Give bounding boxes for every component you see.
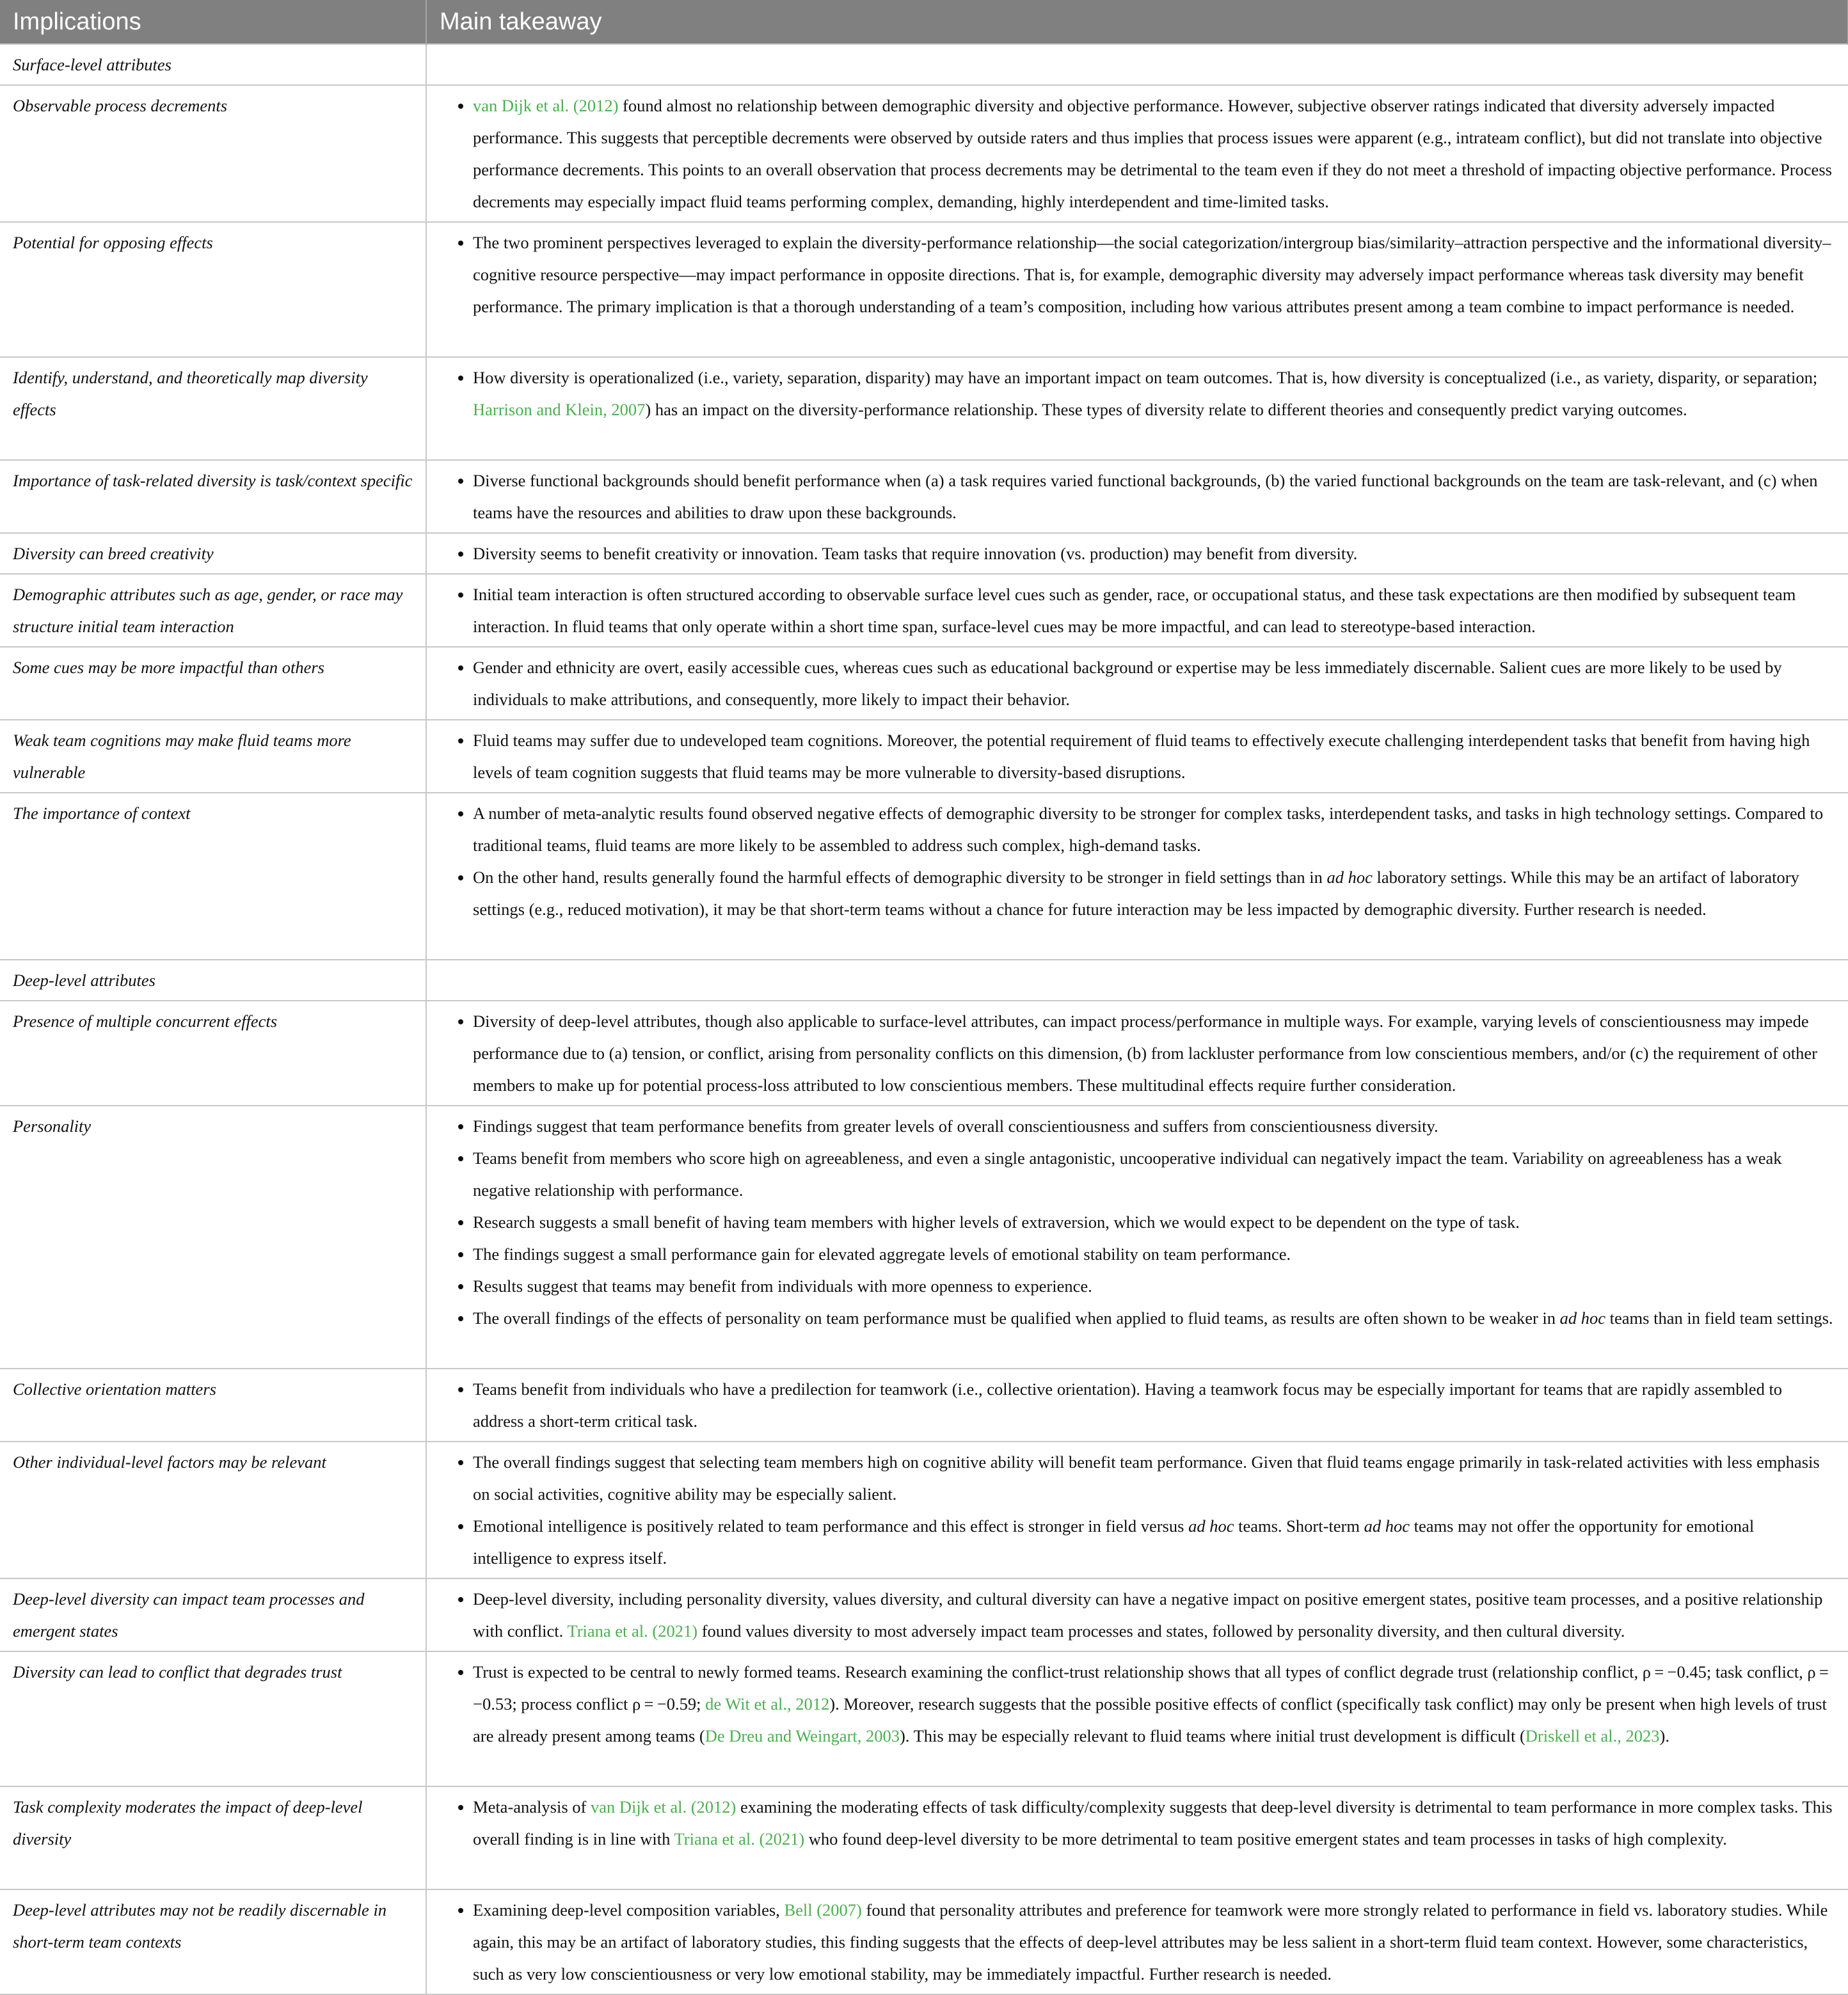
table-row [0, 1651, 1848, 1786]
section-row [0, 960, 1848, 1001]
takeaway-cell [426, 1786, 1848, 1889]
takeaway-bullet: • van Dijk et al. (2012) found almost no relationship between demographic diversity and objective performance. However, subjective observer ratings indicated that diversity adversely impacted performance. This suggests that perceptible decrements were observed by outside raters and thus implies that process issues were apparent (e.g., intrateam conflict), but did not translate into objective performance decrements. This points to an overall observation that process decrements may be detrimental to the team even if they do not meet a threshold of impacting objective performance. Process decrements may especially impact fluid teams performing complex, demanding, highly interdependent and time-limited tasks. [473, 90, 1835, 218]
implication-cell: Importance of task-related diversity is task/context specific [0, 460, 426, 533]
takeaway-bullet: • Initial team interaction is often structured according to observable surface level cues such as gender, race, or occupational status, and these task expectations are then modified by subsequent team interaction. In fluid teams that only operate within a short time span, surface-level cues may be more impactful, and can lead to stereotype-based interaction. [473, 578, 1835, 642]
takeaway-bullet: • Teams benefit from individuals who have a predilection for teamwork (i.e., collective orientation). Having a teamwork focus may be especially important for teams that are rapidly assembled to address a short-term critical task. [473, 1373, 1835, 1437]
table-row [0, 647, 1848, 720]
takeaway-bullet: • Diversity of deep-level attributes, though also applicable to surface-level attributes, can impact process/performance in multiple ways. For example, varying levels of conscientiousness may impede performance due to (a) tension, or conflict, arising from personality conflicts on this dimension, (b) from lackluster performance from low conscientious members, and/or (c) the requirement of other members to make up for potential process-loss attributed to low conscientious members. These multitudinal effects require further consideration. [473, 1005, 1835, 1101]
takeaway-bullet: • Teams benefit from members who score high on agreeableness, and even a single antagonistic, uncooperative individual can negatively impact the team. Variability on agreeableness has a weak negative relationship with performance. [473, 1142, 1835, 1206]
takeaway-bullet: • The findings suggest a small performance gain for elevated aggregate levels of emotional stability on team performance. [473, 1238, 1835, 1270]
table-row [0, 460, 1848, 533]
citation-link[interactable]: Harrison and Klein, 2007 [473, 400, 646, 419]
citation-link[interactable]: de Wit et al., 2012 [705, 1694, 830, 1713]
table-row [0, 1578, 1848, 1651]
table-row [0, 1442, 1848, 1578]
implication-cell: Diversity can breed creativity [0, 533, 426, 574]
citation-link[interactable]: Triana et al. (2021) [567, 1621, 698, 1641]
implication-cell: Identify, understand, and theoretically map diversity effects [0, 357, 426, 460]
column-header-main-takeaway: Main takeaway [426, 0, 1848, 44]
takeaway-cell [426, 1106, 1848, 1369]
table-header-row [0, 0, 1848, 44]
implication-cell: Task complexity moderates the impact of deep-level diversity [0, 1786, 426, 1889]
takeaway-cell [426, 1578, 1848, 1651]
table-row [0, 1369, 1848, 1442]
implication-cell: Observable process decrements [0, 85, 426, 222]
takeaway-bullet: • Diverse functional backgrounds should benefit performance when (a) a task requires varied functional backgrounds, (b) the varied functional backgrounds on the team are task-relevant, and (c) when teams have the resources and abilities to draw upon these backgrounds. [473, 465, 1835, 529]
takeaway-bullet: • The overall findings suggest that selecting team members high on cognitive ability will benefit team performance. Given that fluid teams engage primarily in task-related activities with less emphasis on social activities, cognitive ability may be especially salient. [473, 1446, 1835, 1510]
implication-cell: The importance of context [0, 793, 426, 960]
takeaway-bullet: • Meta-analysis of van Dijk et al. (2012) examining the moderating effects of task difficulty/complexity suggests that deep-level diversity is detrimental to team performance in more complex tasks. This overall finding is in line with Triana et al. (2021) who found deep-level diversity to be more detrimental to team positive emergent states and team processes in tasks of high complexity. [473, 1791, 1835, 1855]
takeaway-cell [426, 720, 1848, 793]
implication-cell: Collective orientation matters [0, 1369, 426, 1442]
takeaway-bullet: • How diversity is operationalized (i.e., variety, separation, disparity) may have an important impact on team outcomes. That is, how diversity is conceptualized (i.e., as variety, disparity, or separation; Harrison and Klein, 2007) has an impact on the diversity-performance relationship. These types of diversity relate to different theories and consequently predict varying outcomes. [473, 362, 1835, 425]
column-header-implications: Implications [0, 0, 426, 44]
takeaway-bullet: • The two prominent perspectives leveraged to explain the diversity-performance relationship—the social categorization/intergroup bias/similarity–attraction perspective and the informational diversity–cognitive resource perspective—may impact performance in opposite directions. That is, for example, demographic diversity may adversely impact performance whereas task diversity may benefit performance. The primary implication is that a thorough understanding of a team’s composition, including how various attributes present among a team combine to impact performance is needed. [473, 227, 1835, 322]
table-row [0, 1889, 1848, 1994]
takeaway-bullet: • Results suggest that teams may benefit from individuals with more openness to experience. [473, 1270, 1835, 1302]
section-row [0, 44, 1848, 85]
takeaway-bullet: • Research suggests a small benefit of having team members with higher levels of extraversion, which we would expect to be dependent on the type of task. [473, 1206, 1835, 1238]
takeaway-bullet: • On the other hand, results generally found the harmful effects of demographic diversity to be stronger in field settings than in ad hoc laboratory settings. While this may be an artifact of laboratory settings (e.g., reduced motivation), it may be that short-term teams without a chance for future interaction may be less impacted by demographic diversity. Further research is needed. [473, 861, 1835, 925]
citation-link[interactable]: Driskell et al., 2023 [1525, 1726, 1660, 1745]
takeaway-bullet: • Emotional intelligence is positively related to team performance and this effect is stronger in field versus ad hoc teams. Short-term ad hoc teams may not offer the opportunity for emotional intelligence to express itself. [473, 1510, 1835, 1574]
takeaway-bullet: • Fluid teams may suffer due to undeveloped team cognitions. Moreover, the potential requirement of fluid teams to effectively execute challenging interdependent tasks that benefit from having high levels of team cognition suggests that fluid teams may be more vulnerable to diversity-based disruptions. [473, 724, 1835, 788]
table-row [0, 1786, 1848, 1889]
implication-cell: Weak team cognitions may make fluid teams more vulnerable [0, 720, 426, 793]
table-row [0, 222, 1848, 357]
implication-cell: Demographic attributes such as age, gender, or race may structure initial team interaction [0, 574, 426, 647]
takeaway-cell [426, 1889, 1848, 1994]
empty-cell [426, 44, 1848, 85]
implication-cell: Deep-level diversity can impact team processes and emergent states [0, 1578, 426, 1651]
takeaway-bullet: • Examining deep-level composition variables, Bell (2007) found that personality attributes and preference for teamwork were more strongly related to performance in field vs. laboratory studies. While again, this may be an artifact of laboratory studies, this finding suggests that the effects of deep-level attributes may be less salient in a short-term fluid team context. However, some characteristics, such as very low conscientiousness or very low emotional stability, may be immediately impactful. Further research is needed. [473, 1894, 1835, 1990]
takeaway-cell [426, 222, 1848, 357]
table-row [0, 357, 1848, 460]
implication-cell: Personality [0, 1106, 426, 1369]
takeaway-bullet: • Findings suggest that team performance benefits from greater levels of overall conscientiousness and suffers from conscientiousness diversity. [473, 1110, 1835, 1142]
takeaway-cell [426, 533, 1848, 574]
takeaway-cell [426, 357, 1848, 460]
implication-cell: Deep-level attributes may not be readily discernable in short-term team contexts [0, 1889, 426, 1994]
table-row [0, 720, 1848, 793]
takeaway-cell [426, 1001, 1848, 1106]
table-row [0, 85, 1848, 222]
section-title: Surface-level attributes [0, 44, 426, 85]
takeaway-cell [426, 460, 1848, 533]
takeaway-cell [426, 647, 1848, 720]
takeaway-cell [426, 1651, 1848, 1786]
table-row [0, 1106, 1848, 1369]
table-row [0, 574, 1848, 647]
takeaway-cell [426, 1442, 1848, 1578]
takeaway-bullet: • Trust is expected to be central to newly formed teams. Research examining the conflict-trust relationship shows that all types of conflict degrade trust (relationship conflict, ρ = −0.45; task conflict, ρ = −0.53; process conflict ρ = −0.59; de Wit et al., 2012). Moreover, research suggests that the possible positive effects of conflict (specifically task conflict) may only be present when high levels of trust are already present among teams (De Dreu and Weingart, 2003). This may be especially relevant to fluid teams where initial trust development is difficult (Driskell et al., 2023). [473, 1656, 1835, 1752]
empty-cell [426, 960, 1848, 1001]
takeaway-cell [426, 793, 1848, 960]
citation-link[interactable]: De Dreu and Weingart, 2003 [705, 1726, 900, 1745]
implication-cell: Presence of multiple concurrent effects [0, 1001, 426, 1106]
takeaway-bullet: • Diversity seems to benefit creativity or innovation. Team tasks that require innovation (vs. production) may benefit from diversity. [473, 537, 1835, 569]
citation-link[interactable]: van Dijk et al. (2012) [590, 1797, 737, 1816]
citation-link[interactable]: van Dijk et al. (2012) [473, 96, 619, 115]
implication-cell: Other individual-level factors may be relevant [0, 1442, 426, 1578]
takeaway-bullet: • The overall findings of the effects of personality on team performance must be qualified when applied to fluid teams, as results are often shown to be weaker in ad hoc teams than in field team settings. [473, 1302, 1835, 1334]
takeaway-cell [426, 574, 1848, 647]
takeaway-bullet: • Deep-level diversity, including personality diversity, values diversity, and cultural diversity can have a negative impact on positive emergent states, positive team processes, and a positive relationship with conflict. Triana et al. (2021) found values diversity to most adversely impact team processes and states, followed by personality diversity, and then cultural diversity. [473, 1583, 1835, 1647]
citation-link[interactable]: Triana et al. (2021) [674, 1829, 805, 1848]
implication-cell: Some cues may be more impactful than others [0, 647, 426, 720]
takeaway-bullet: • Gender and ethnicity are overt, easily accessible cues, whereas cues such as educational background or expertise may be less immediately discernable. Salient cues are more likely to be used by individuals to make attributions, and consequently, more likely to impact their behavior. [473, 651, 1835, 715]
takeaway-bullet: • A number of meta-analytic results found observed negative effects of demographic diversity to be stronger for complex tasks, interdependent tasks, and tasks in high technology settings. Compared to traditional teams, fluid teams are more likely to be assembled to address such complex, high-demand tasks. [473, 797, 1835, 861]
takeaway-cell [426, 1369, 1848, 1442]
table-row [0, 533, 1848, 574]
citation-link[interactable]: Bell (2007) [784, 1900, 862, 1919]
implication-cell: Diversity can lead to conflict that degrades trust [0, 1651, 426, 1786]
table-row [0, 793, 1848, 960]
table-row [0, 1001, 1848, 1106]
implication-cell: Potential for opposing effects [0, 222, 426, 357]
section-title: Deep-level attributes [0, 960, 426, 1001]
takeaway-cell [426, 85, 1848, 222]
